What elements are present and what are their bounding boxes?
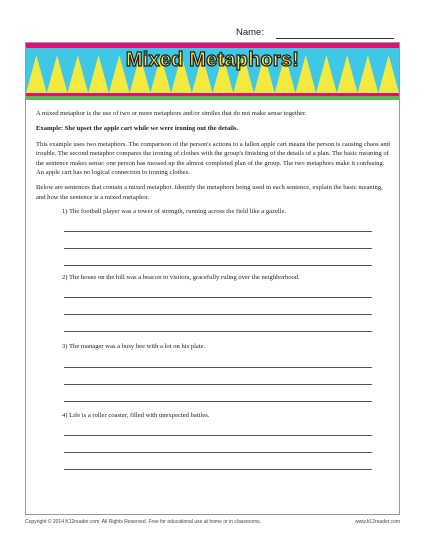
answer-line[interactable] bbox=[64, 435, 372, 436]
example-text: Example: She upset the apple cart while we were ironing out the details. bbox=[36, 125, 239, 133]
instructions-text: Below are sentences that contain a mixed metaphor. Identify the metaphors being used in each sentence, explain the basic meaning, and how the sentence is a mixed metaphor. bbox=[36, 184, 383, 201]
worksheet-frame bbox=[25, 42, 400, 515]
name-label: Name: bbox=[236, 27, 264, 38]
answer-line[interactable] bbox=[64, 469, 372, 470]
answer-line[interactable] bbox=[64, 314, 372, 315]
intro-section bbox=[36, 109, 391, 208]
answer-line[interactable] bbox=[64, 231, 372, 232]
answer-line[interactable] bbox=[64, 331, 372, 332]
page-footer bbox=[25, 519, 400, 529]
copyright-text: Copyright © 2014 K12reader.com. All Rights Reserved. Free for educational use at home or in classrooms. bbox=[25, 519, 262, 525]
definition-text: A mixed metaphor is the use of two or more metaphors and/or similes that do not make sense together. bbox=[36, 110, 307, 117]
question-4: 4) Life is a roller coaster, filled with unexpected battles. bbox=[62, 412, 210, 419]
worksheet-title: Mixed Metaphors! bbox=[125, 49, 300, 71]
answer-line[interactable] bbox=[64, 452, 372, 453]
answer-line[interactable] bbox=[64, 401, 372, 402]
explanation-text: This example uses two metaphors. The comparison of the person's actions to a fallen apple cart means the person is causing chaos and trouble. The second metaphor compares the ironing of clothes with the group's finishing of the details of a plan. The basic meaning of the sentence makes sense: one person has messed up the almost completed plan of the group. The two metaphors make it confusing. An apple cart has no logical connection to ironing clothes. bbox=[36, 140, 390, 177]
banner-top-stripe bbox=[26, 43, 399, 48]
question-3: 3) The manager was a busy bee with a lot on his plate. bbox=[62, 343, 206, 350]
question-1: 1) The football player was a tower of strength, running across the field like a gazelle. bbox=[62, 208, 287, 215]
name-field[interactable] bbox=[236, 27, 396, 39]
question-2: 2) The house on the hill was a beacon to visitors, gracefully ruling over the neighborhood. bbox=[62, 274, 300, 281]
banner-green-stripe bbox=[26, 96, 399, 100]
answer-line[interactable] bbox=[64, 367, 372, 368]
banner-magenta-stripe bbox=[26, 93, 399, 96]
answer-line[interactable] bbox=[64, 265, 372, 266]
answer-line[interactable] bbox=[64, 248, 372, 249]
answer-line[interactable] bbox=[64, 297, 372, 298]
site-link[interactable]: www.k12reader.com bbox=[354, 519, 400, 525]
answer-line[interactable] bbox=[64, 384, 372, 385]
name-line[interactable] bbox=[276, 38, 394, 39]
